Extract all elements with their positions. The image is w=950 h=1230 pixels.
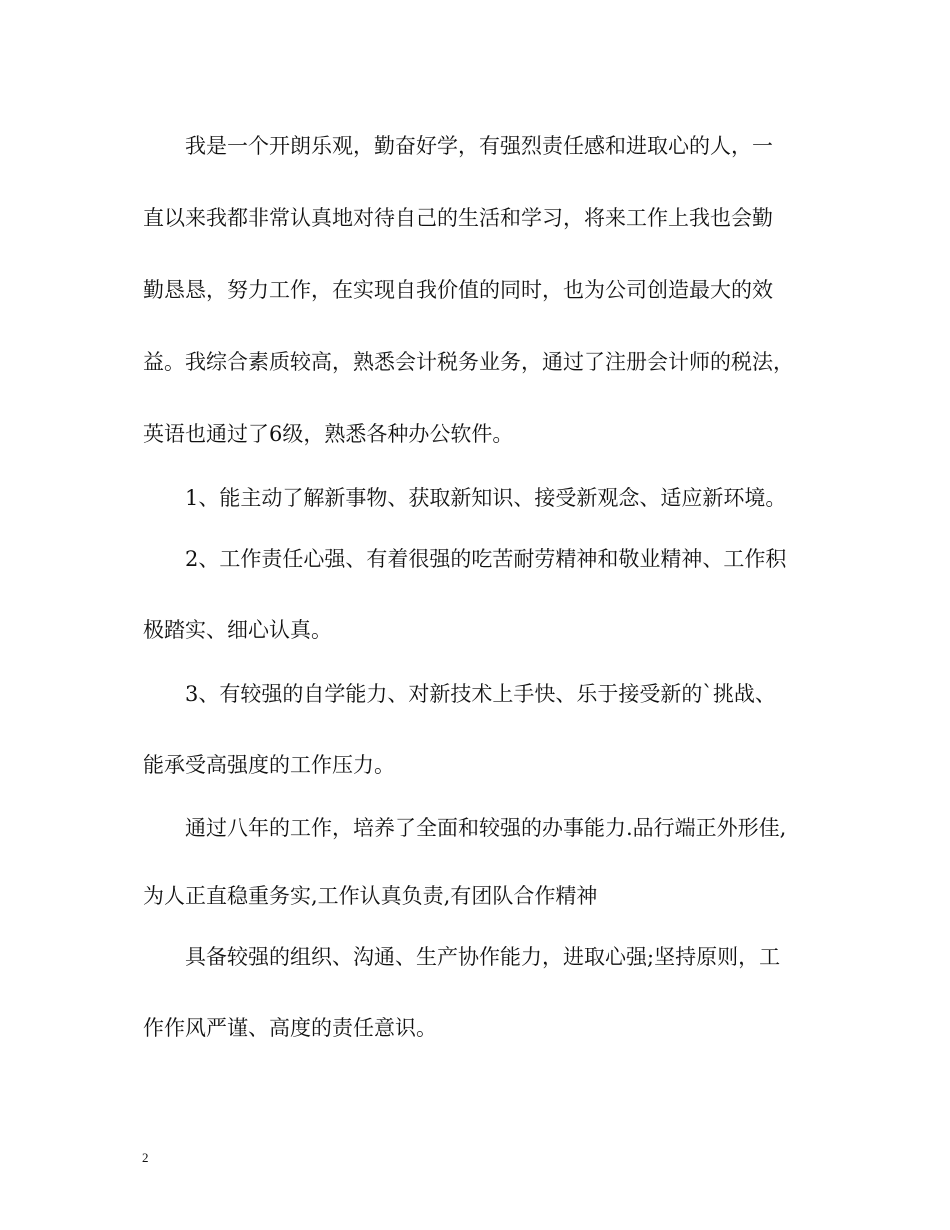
text-line: 勤恳恳，努力工作，在实现自我价值的同时，也为公司创造最大的效 — [143, 278, 773, 302]
text-line: 极踏实、细心认真。 — [143, 618, 332, 642]
text-line: 直以来我都非常认真地对待自己的生活和学习，将来工作上我也会勤 — [143, 206, 773, 230]
text-line: 为人正直稳重务实,工作认真负责,有团队合作精神 — [143, 884, 598, 908]
page-number: 2 — [142, 1150, 149, 1165]
text-line: 2、工作责任心强、有着很强的吃苦耐劳精神和敬业精神、工作积 — [185, 547, 787, 571]
text-line: 英语也通过了6级，熟悉各种办公软件。 — [143, 422, 514, 446]
text-line: 3、有较强的自学能力、对新技术上手快、乐于接受新的`挑战、 — [185, 682, 776, 706]
text-line: 1、能主动了解新事物、获取新知识、接受新观念、适应新环境。 — [185, 486, 787, 510]
text-line: 益。我综合素质较高，熟悉会计税务业务，通过了注册会计师的税法， — [143, 350, 794, 374]
text-line: 作作风严谨、高度的责任意识。 — [143, 1016, 437, 1040]
text-line: 我是一个开朗乐观，勤奋好学，有强烈责任感和进取心的人，一 — [185, 134, 773, 158]
text-line: 能承受高强度的工作压力。 — [143, 753, 395, 777]
text-line: 通过八年的工作，培养了全面和较强的办事能力.品行端正外形佳, — [185, 816, 787, 840]
text-line: 具备较强的组织、沟通、生产协作能力，进取心强;坚持原则，工 — [185, 945, 781, 969]
